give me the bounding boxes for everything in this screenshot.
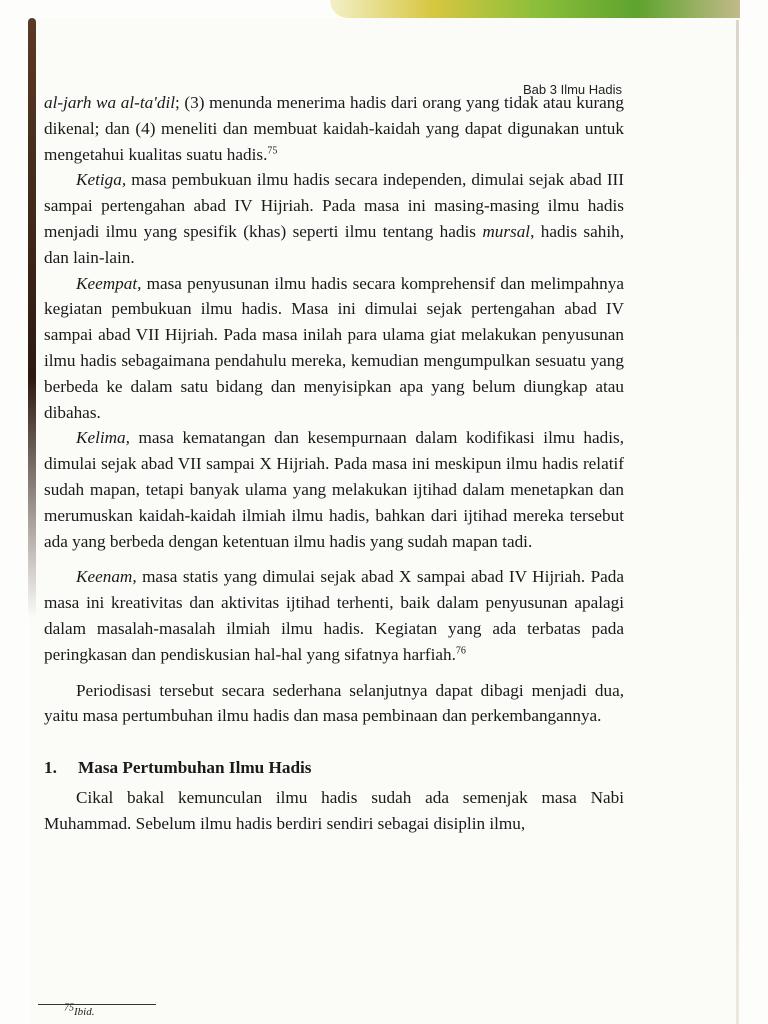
running-head: Bab 3 Ilmu Hadis bbox=[523, 82, 622, 97]
paragraph-lead: Keempat, bbox=[76, 273, 142, 293]
footnote bbox=[64, 1002, 95, 1018]
paragraph-lead: Keenam, bbox=[76, 567, 137, 587]
paragraph-lead: Ketiga, bbox=[76, 170, 127, 190]
section-number: 1. bbox=[44, 758, 57, 778]
paragraph-keempat: Keempat, masa penyusunan ilmu hadis secara komprehensif dan melimpahnya kegiatan pembukuan ilmu hadis. Masa ini dimulai sejak pertengahan abad IV sampai abad VII Hijriah. Pada masa inilah para ulama giat melakukan penyusunan ilmu hadis sebagaimana pendahulu mereka, kemudian mengumpulkan sesuatu yang berbeda ke dalam satu bidang dan menyisipkan apa yang belum diungkap atau dibahas. bbox=[44, 273, 624, 422]
body-text bbox=[44, 90, 624, 837]
paragraph-continuation: al-jarh wa al-ta'dil; (3) menunda menerima hadis dari orang yang tidak atau kurang dikenal; dan (4) meneliti dan membuat kaidah-kaidah yang dapat digunakan untuk mengetahui kualitas suatu hadis.$^{75}$ bbox=[44, 93, 624, 164]
page-edge bbox=[736, 20, 739, 1024]
section-title: Masa Pertumbuhan Ilmu Hadis bbox=[78, 758, 312, 778]
footnote-text: Ibid. bbox=[74, 1006, 95, 1018]
italic-term: mursal bbox=[482, 221, 531, 241]
paragraph-ketiga: Ketiga, masa pembukuan ilmu hadis secara independen, dimulai sejak abad III sampai pertengahan abad IV Hijriah. Pada masa ini masing-masing ilmu hadis menjadi ilmu yang spesifik (khas) seperti ilmu tentang hadis mursal, hadis sahih, dan lain-lain. bbox=[44, 170, 625, 267]
footnote-number: 75 bbox=[64, 1002, 74, 1014]
paragraph-kelima: Kelima, masa kematangan dan kesempurnaan dalam kodifikasi ilmu hadis, dimulai sejak abad VII sampai X Hijriah. Pada masa ini meskipun ilmu hadis relatif sudah mapan, tetapi banyak ulama yang melakukan ijtihad dalam menetapkan dan merumuskan kaidah-kaidah ilmiah ilmu hadis, bahkan dari ijtihad mereka tersebut ada yang berbeda dengan ketentuan ilmu hadis yang sudah mapan tadi. bbox=[44, 428, 624, 551]
section-heading bbox=[44, 755, 624, 781]
footnote-rule bbox=[38, 1004, 156, 1005]
footnote-ref: 75 bbox=[267, 144, 278, 156]
footnote-ref: 76 bbox=[455, 645, 466, 656]
book-cover-strip bbox=[330, 0, 740, 18]
paragraph-periodisasi: Periodisasi tersebut secara sederhana selanjutnya dapat dibagi menjadi dua, yaitu masa pertumbuhan ilmu hadis dan masa pembinaan dan perkembangannya. bbox=[44, 680, 624, 726]
italic-term: al-jarh wa al-ta'dil bbox=[44, 93, 176, 112]
paragraph-keenam: Keenam, masa statis yang dimulai sejak abad X sampai abad IV Hijriah. Pada masa ini kreativitas dan aktivitas ijtihad terhenti, baik dalam penyusunan apalagi dalam masalah-masalah ilmiah ilmu hadis. Kegiatan yang ada terbatas pada peringkasan dan pendiskusian hal-hal yang sifatnya harfiah.$^{76}$ bbox=[44, 567, 624, 664]
paragraph-lead: Kelima, bbox=[76, 428, 130, 448]
page-binding-shadow bbox=[28, 18, 36, 618]
section-body: Cikal bakal kemunculan ilmu hadis sudah ada semenjak masa Nabi Muhammad. Sebelum ilmu hadis berdiri sendiri sebagai disiplin ilmu, bbox=[44, 787, 624, 833]
